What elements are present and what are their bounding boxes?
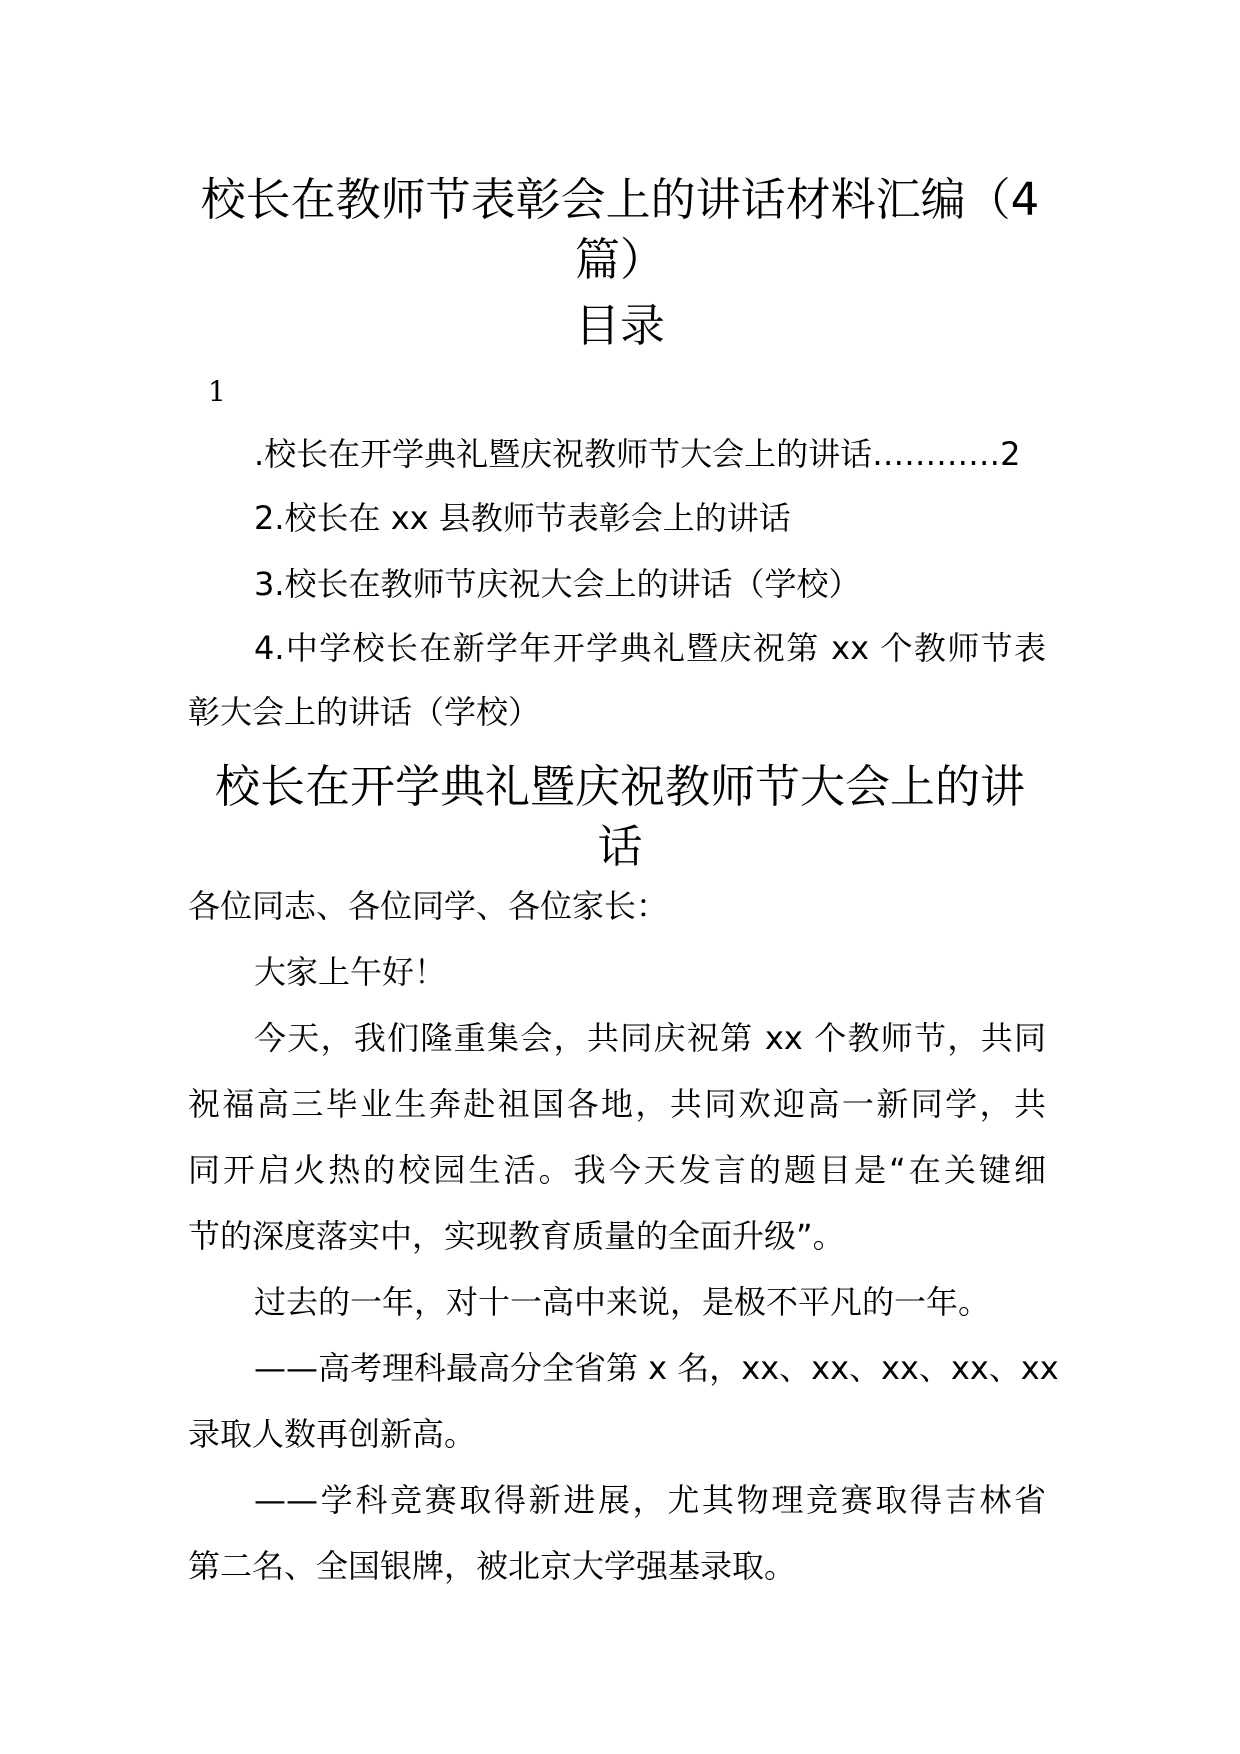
toc-item-1: .校长在开学典礼暨庆祝教师节大会上的讲话…………2 xyxy=(254,435,1021,473)
section-title-line-2: 话 xyxy=(597,820,643,873)
paragraph-line: 今天，我们隆重集会，共同庆祝第 xx 个教师节，共同 xyxy=(254,1019,1046,1057)
toc-item-4-continued: 彰大会上的讲话（学校） xyxy=(188,693,541,731)
toc-heading: 目录 xyxy=(574,299,665,352)
toc-item-3: 3.校长在教师节庆祝大会上的讲话（学校） xyxy=(254,565,861,603)
paragraph-line: ——学科竞赛取得新进展，尤其物理竞赛取得吉林省 xyxy=(254,1481,1046,1519)
toc-item-2: 2.校长在 xx 县教师节表彰会上的讲话 xyxy=(254,499,791,537)
paragraph-line: 节的深度落实中，实现教育质量的全面升级”。 xyxy=(188,1217,845,1255)
paragraph-line: 祝福高三毕业生奔赴祖国各地，共同欢迎高一新同学，共 xyxy=(188,1085,1046,1123)
toc-number: 1 xyxy=(208,375,226,408)
paragraph-line: 同开启火热的校园生活。我今天发言的题目是“在关键细 xyxy=(188,1151,1046,1189)
paragraph-line: ——高考理科最高分全省第 x 名，xx、xx、xx、xx、xx xyxy=(254,1349,1059,1387)
document-title-line-1: 校长在教师节表彰会上的讲话材料汇编（4 xyxy=(200,173,1040,226)
paragraph-line: 过去的一年，对十一高中来说，是极不平凡的一年。 xyxy=(254,1283,991,1321)
paragraph-line: 第二名、全国银牌，被北京大学强基录取。 xyxy=(188,1547,797,1585)
paragraph-line: 录取人数再创新高。 xyxy=(188,1415,477,1453)
greeting: 大家上午好！ xyxy=(254,953,447,991)
section-title-line-1: 校长在开学典礼暨庆祝教师节大会上的讲 xyxy=(214,760,1025,813)
toc-item-4: 4.中学校长在新学年开学典礼暨庆祝第 xx 个教师节表 xyxy=(254,629,1046,667)
document-title-line-2: 篇） xyxy=(574,233,665,286)
salutation: 各位同志、各位同学、各位家长： xyxy=(188,887,669,925)
